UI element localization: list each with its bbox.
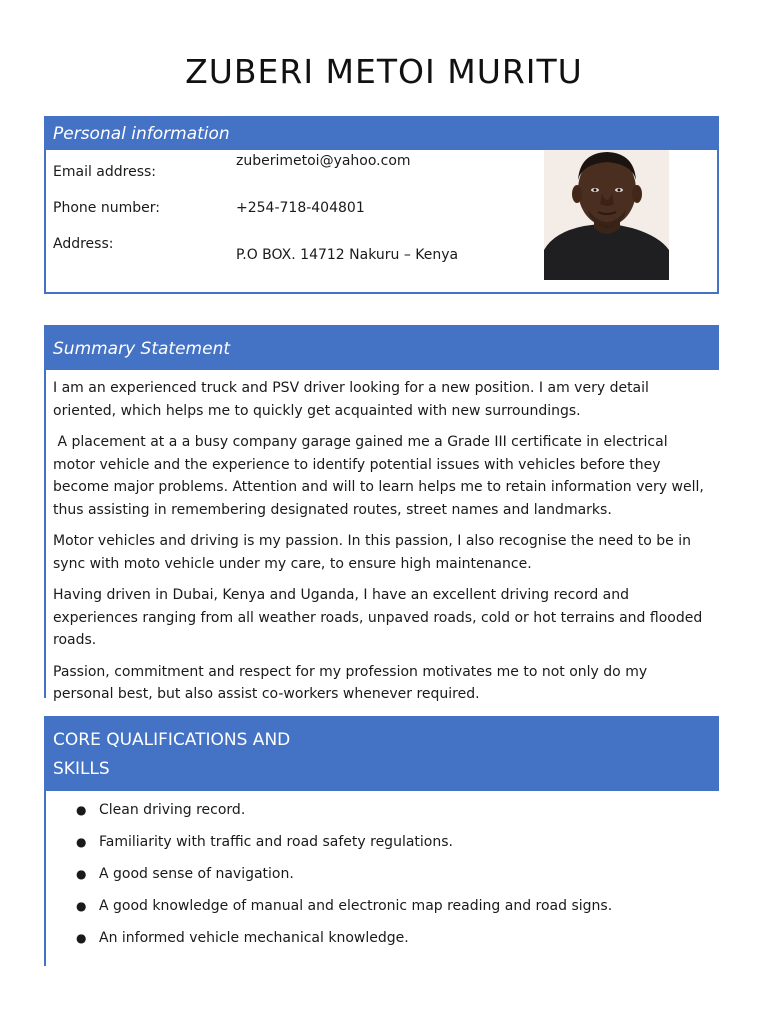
address-label: Address: [53,236,114,252]
skill-item [76,863,719,895]
bullet-icon: ● [76,867,87,881]
skill-text: A good sense of navigation. [99,866,294,882]
summary-body [46,370,719,706]
skill-item [76,927,719,959]
skills-heading-line1: CORE QUALIFICATIONS AND [53,730,291,750]
email-value: zuberimetoi@yahoo.com [236,153,411,169]
skills-heading-line2: SKILLS [53,759,110,779]
email-label: Email address: [53,164,157,180]
phone-value: +254-718-404801 [236,200,365,216]
personal-info-heading-text: Personal information [53,124,230,144]
summary-heading [46,325,719,370]
page-title: ZUBERI METOI MURITU [185,52,583,91]
skill-text: Clean driving record. [99,802,246,818]
summary-paragraph: I am an experienced truck and PSV driver looking for a new position. I am very detail oriented, which helps me to quickly get acquainted with new surroundings. [53,380,649,419]
skills-heading [46,716,719,791]
skill-text: An informed vehicle mechanical knowledge. [99,930,409,946]
address-value: P.O BOX. 14712 Nakuru – Kenya [236,247,459,263]
summary-section [44,325,719,702]
summary-paragraph: A placement at a a busy company garage gained me a Grade III certificate in electrical motor vehicle and the experience to identify potential issues with vehicles before they become major problems. Attention and will to learn helps me to retain information very well, thus assisting in remembering designated routes, street names and landmarks. [53,434,709,518]
bullet-icon: ● [76,803,87,817]
phone-label: Phone number: [53,200,160,216]
summary-paragraph: Motor vehicles and driving is my passion. In this passion, I also recognise the need to be in sync with moto vehicle under my care, to ensure high maintenance. [53,533,692,572]
skills-section [44,716,719,966]
bullet-icon: ● [76,931,87,945]
skill-text: Familiarity with traffic and road safety regulations. [99,834,453,850]
summary-paragraph: Passion, commitment and respect for my profession motivates me to not only do my personal best, but also assist co-workers whenever required. [53,663,648,702]
skills-list [46,791,719,959]
skill-item [76,799,719,831]
personal-info-heading [46,118,717,150]
summary-paragraph: Having driven in Dubai, Kenya and Uganda, I have an excellent driving record and experiences ranging from all weather roads, unpaved roads, cold or hot terrains and flooded roads. [53,587,703,648]
bullet-icon: ● [76,835,87,849]
personal-info-section [44,116,719,294]
skill-text: A good knowledge of manual and electronic map reading and road signs. [99,898,613,914]
skill-item [76,831,719,863]
bullet-icon: ● [76,899,87,913]
skill-item [76,895,719,927]
profile-photo [544,150,669,280]
summary-heading-text: Summary Statement [53,339,231,359]
